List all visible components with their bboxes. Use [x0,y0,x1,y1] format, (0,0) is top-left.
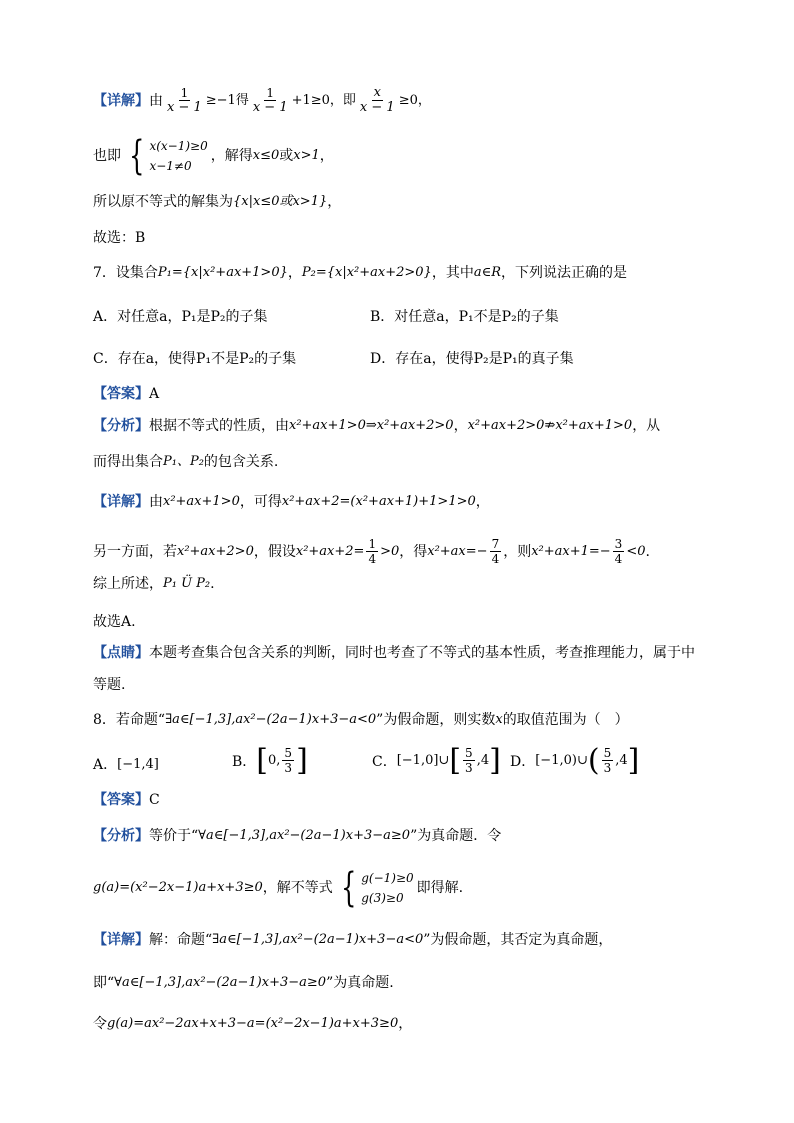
fraction: $\frac{7}{4}$ [491,537,500,566]
option-c-q8: C． [−1,0]∪ [ $\frac{5}{3}$ ,4 ] [372,742,501,778]
analysis-line-2: 而得出集合 P₁、P₂ 的包含关系. [93,454,279,470]
option-a-q8: A． [−1,4] [93,756,159,773]
detail-line-1: 【详解】 由 $\frac{1}{x - 1}$ ≥−1得 $\frac{1}{x - 1}$ +1≥0，即 $\frac{x}{x - 1}$ ≥0， [93,85,431,115]
option-d-q8: D． [−1,0)∪ ( $\frac{5}{3}$ ,4 ] [510,742,640,778]
option-a: A．对任意a，P₁是P₂的子集 [93,309,268,325]
option-d: D．存在a，使得P₂是P₁的真子集 [370,351,574,367]
detail-line-q8-1: 【详解】 解：命题“ ∃a∈[−1,3],ax²−(2a−1)x+3−a<0 ”为假命题，其否定为真命题， [93,932,613,948]
detail-line-q8-2: 即“ ∀a∈[−1,3],ax²−(2a−1)x+3−a≥0 ”为真命题. [93,975,394,991]
analysis-line-q8-2: g(a)=(x²−2x−1)a+x+3≥0 ，解不等式 { g(−1)≥0 g(3)≥0 即得解. [93,865,464,911]
detail-tag: 【详解】 [93,92,149,109]
comment-line-2: 等题. [93,677,126,693]
equation-system: { g(−1)≥0 g(3)≥0 [340,865,414,911]
question-7-stem: 7．设集合 P₁={x|x²+ax+1>0} ， P₂={x|x²+ax+2>0} ，其中 a∈R ，下列说法正确的是 [93,265,627,281]
detail-line-2: 也即 { x(x−1)≥0 x−1≠0 ，解得 x≤0 或 x>1 ， [93,133,334,179]
comment-line-1: 【点睛】 本题考查集合包含关系的判断，同时也考查了不等式的基本性质，考查推理能力，属于中 [93,645,695,661]
equation-system: { x(x−1)≥0 x−1≠0 [129,133,208,179]
choice-line-q7: 故选A. [93,614,136,630]
option-c: C．存在a，使得P₁不是P₂的子集 [93,351,297,367]
analysis-line-q8-1: 【分析】 等价于“ ∀a∈[−1,3],ax²−(2a−1)x+3−a≥0 ”为真命题．令 [93,828,502,844]
fraction: $\frac{1}{4}$ [368,537,377,566]
summary-line: 综上所述， P₁ Ü P₂ . [93,576,215,592]
analysis-line-1: 【分析】 根据不等式的性质，由 x²+ax+1>0⇒x²+ax+2>0 ， x²+ax+2>0⇏x²+ax+1>0 ，从 [93,418,661,434]
fraction: $\frac{x}{x - 1}$ [359,85,395,115]
fraction: $\frac{1}{x - 1}$ [252,86,288,115]
fraction: $\frac{1}{x - 1}$ [167,86,202,115]
detail-line-q7-2: 另一方面，若 x²+ax+2>0 ，假设 x²+ax+2= $\frac{1}{4}$ >0 ，得 x²+ax=− $\frac{7}{4}$ ，则 x²+ax+1=− $\frac{3}{4}$ <0 . [93,537,650,566]
fraction: $\frac{3}{4}$ [614,537,623,566]
question-8-stem: 8．若命题“ ∃a∈[−1,3],ax²−(2a−1)x+3−a<0 ”为假命题，则实数 x 的取值范围为（ ） [93,712,629,728]
answer-line: 【答案】 A [93,386,160,402]
solution-set-line: 所以原不等式的解集为 {x|x≤0或x>1} ， [93,194,342,210]
detail-line-q7-1: 【详解】 由 x²+ax+1>0 ，可得 x²+ax+2=(x²+ax+1)+1>1>0 ， [93,494,490,510]
answer-line-q8: 【答案】 C [93,792,160,808]
option-b: B．对任意a，P₁不是P₂的子集 [370,309,559,325]
detail-line-q8-3: 令 g(a)=ax²−2ax+x+3−a=(x²−2x−1)a+x+3≥0 ， [93,1016,413,1032]
choice-line: 故选：B [93,230,146,246]
option-b-q8: B． [ 0, $\frac{5}{3}$ ] [232,742,308,778]
